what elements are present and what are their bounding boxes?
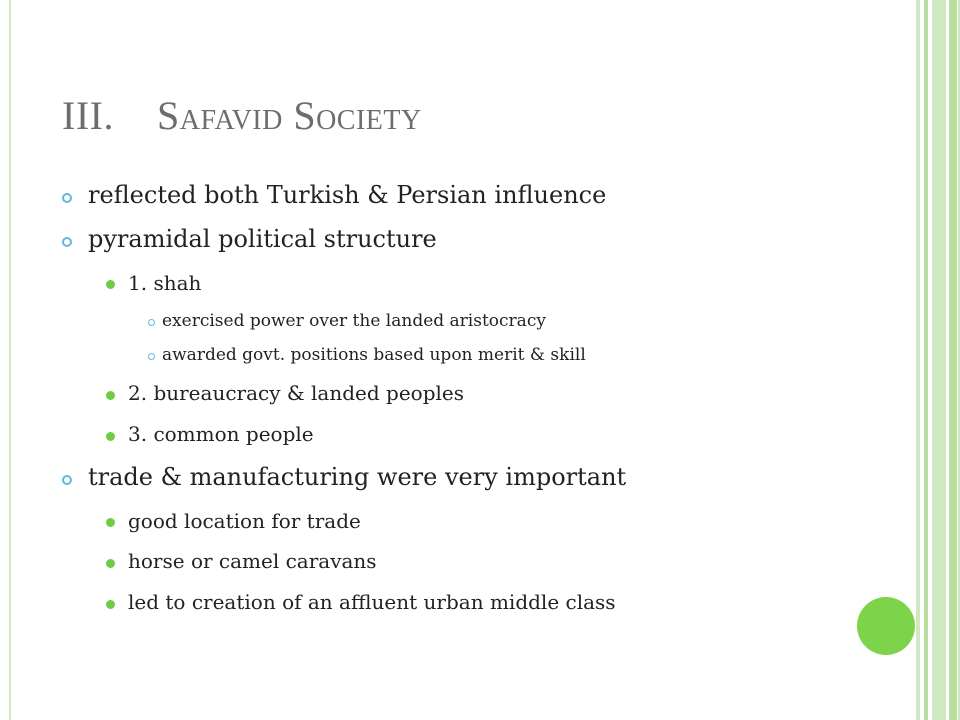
bullet-ring-icon — [62, 475, 72, 485]
bullet-ring-small-icon — [148, 319, 155, 326]
bullet-ring-icon — [62, 193, 72, 203]
stripe — [916, 0, 920, 720]
bullet-level1: trade & manufacturing were very important — [88, 463, 627, 491]
bullet-dot-icon — [106, 280, 115, 289]
bullet-ring-small-icon — [148, 353, 155, 360]
bullet-dot-icon — [106, 391, 115, 400]
bullet-level2: led to creation of an affluent urban middle class — [128, 590, 616, 614]
stripe — [924, 0, 928, 720]
stripe — [949, 0, 957, 720]
bullet-dot-icon — [106, 518, 115, 527]
title-text: Safavid Society — [157, 93, 422, 138]
bullet-level2: good location for trade — [128, 509, 361, 533]
left-border-line — [9, 0, 11, 720]
bullet-dot-icon — [106, 432, 115, 441]
bullet-level3: exercised power over the landed aristocracy — [162, 311, 546, 331]
bullet-level2: 3. common people — [128, 422, 314, 446]
slide-title — [62, 92, 422, 139]
title-number: III. — [62, 93, 114, 138]
green-circle-decoration — [857, 597, 915, 655]
stripe — [932, 0, 946, 720]
right-stripes-decoration — [916, 0, 960, 720]
bullet-level1: pyramidal political structure — [88, 225, 437, 253]
bullet-dot-icon — [106, 559, 115, 568]
bullet-level3: awarded govt. positions based upon merit & skill — [162, 345, 586, 365]
bullet-level2: 2. bureaucracy & landed peoples — [128, 381, 465, 405]
bullet-level2: 1. shah — [128, 271, 202, 295]
bullet-ring-icon — [62, 237, 72, 247]
bullet-level2: horse or camel caravans — [128, 549, 377, 573]
bullet-level1: reflected both Turkish & Persian influence — [88, 181, 607, 209]
bullet-dot-icon — [106, 600, 115, 609]
